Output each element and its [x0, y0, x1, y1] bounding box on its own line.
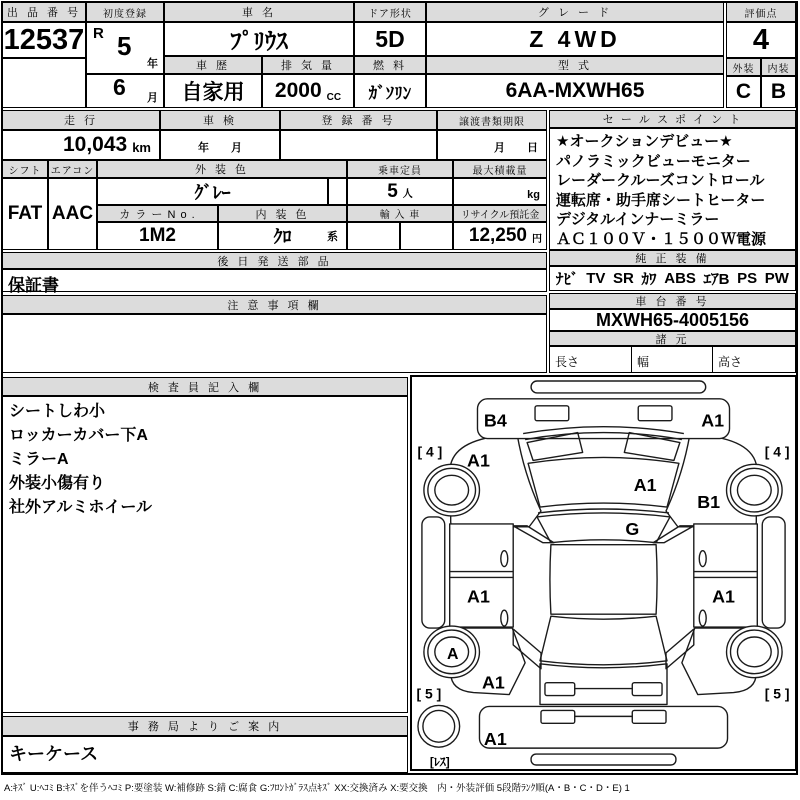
recycle-unit: 円 — [532, 234, 542, 245]
dimension-width-cell — [631, 346, 713, 373]
month-unit: 月 — [147, 92, 158, 104]
dimensions-header: 諸 元 — [549, 331, 796, 346]
later-parts-value-cell — [2, 269, 547, 295]
shift-header: シフト — [2, 160, 48, 178]
equipment-item: ｴｱB — [703, 271, 730, 288]
height-label: 高さ — [718, 355, 743, 369]
mark-fender-front-left: A1 — [467, 450, 490, 471]
later-parts-value: 保証書 — [8, 276, 59, 295]
legend: A:ｷｽﾞ U:ﾍｺﾐ B:ｷｽﾞを伴うﾍｺﾐ P:要塗装 W:補修跡 S:錆 C:腐食 G:ﾌﾛﾝﾄｶﾞﾗｽ点ｷｽﾞ XX:交換済み X:要交換 内・外装評価 5段階ﾗﾝｸ順(A・B・C・D・E) 1 — [4, 783, 630, 794]
import-sub-cell-1 — [347, 222, 400, 250]
transfer-deadline-header: 譲渡書類期限 — [437, 110, 547, 130]
grade-value: Z 4WD — [426, 22, 724, 56]
recycle-fee: 12,250 — [468, 225, 527, 246]
capacity-unit: 人 — [402, 189, 413, 200]
shift-value: FAT — [2, 178, 48, 250]
length-label: 長さ — [555, 355, 580, 369]
fuel-header: 燃 料 — [354, 56, 426, 74]
equipment-item: TV — [586, 270, 606, 287]
recycle-value — [453, 222, 547, 250]
sales-point-line: レーダークルーズコントロール — [556, 172, 765, 189]
rear-right-wheel — [727, 626, 783, 678]
capacity-header: 乗車定員 — [347, 160, 453, 178]
mark-tire-front-left: [ 4 ] — [417, 443, 443, 460]
exterior-color-sub-cell — [328, 178, 347, 205]
rear-lower-strip — [531, 754, 676, 765]
equipment-item: PS — [737, 270, 758, 287]
trunk — [540, 664, 667, 705]
history-header: 車 歴 — [164, 56, 262, 74]
mark-door-rear-left: A1 — [467, 586, 490, 607]
sales-point-line: デジタルインナーミラー — [556, 211, 720, 228]
displacement-value — [262, 74, 354, 108]
mileage-value — [2, 130, 160, 160]
rear-bumper — [479, 706, 727, 748]
inspection-header: 車 検 — [160, 110, 280, 130]
notes-header: 注 意 事 項 欄 — [2, 295, 547, 314]
equipment-header: 純 正 装 備 — [549, 250, 796, 266]
interior-color-value — [218, 222, 347, 250]
first-reg-month-cell — [86, 74, 164, 108]
equipment-item: PW — [764, 270, 789, 287]
sales-point-header: セ ー ル ス ポ イ ン ト — [549, 110, 796, 128]
door-value: 5D — [354, 22, 426, 56]
interior-grade-header: 内装 — [761, 58, 796, 76]
windshield — [537, 513, 670, 543]
equipment-item: SR — [613, 270, 634, 287]
front-left-wheel — [424, 464, 480, 516]
exterior-grade: C — [726, 76, 761, 108]
color-no-value: 1M2 — [97, 222, 218, 250]
sales-point-line: 運転席・助手席シートヒーター — [556, 191, 766, 209]
fuel-value: ｶﾞｿﾘﾝ — [354, 74, 426, 108]
score-value: 4 — [726, 22, 796, 58]
exterior-color-header: 外 装 色 — [97, 160, 347, 178]
sales-point-line: ＡＣ１００Ｖ・１５００Ｗ電源 — [556, 230, 767, 248]
car-name: ﾌﾟﾘｳｽ — [164, 22, 354, 56]
rear-window — [540, 616, 667, 665]
aircon-header: エアコン — [48, 160, 97, 178]
dimension-length-cell — [549, 346, 632, 373]
displacement-unit: CC — [326, 92, 342, 103]
equipment-item: ABS — [664, 270, 696, 287]
color-no-header: カ ラ ー N o . — [97, 205, 218, 222]
first-reg-header: 初度登録 — [86, 2, 164, 22]
office-header: 事 務 局 よ り ご 案 内 — [2, 716, 408, 736]
sales-point-box — [549, 128, 796, 250]
mark-front-bumper-left: B4 — [483, 410, 507, 431]
mark-windshield: G — [625, 518, 640, 539]
import-header: 輸 入 車 — [347, 205, 453, 222]
mileage-unit: km — [132, 140, 151, 155]
inspector-line: ミラーA — [9, 451, 69, 468]
inspector-line: ロッカーカバー下A — [9, 427, 148, 444]
first-reg-year-cell — [86, 22, 164, 74]
office-box — [2, 736, 408, 773]
mark-tire-front-right: [ 4 ] — [764, 443, 790, 460]
sales-point-line: ★オークションデビュー★ — [556, 133, 733, 150]
first-reg-year: 5 — [117, 31, 132, 61]
chassis-no-header: 車 台 番 号 — [549, 293, 796, 309]
roof-front-strip — [531, 381, 706, 393]
dimension-height-cell — [712, 346, 796, 373]
displacement-header: 排 気 量 — [262, 56, 354, 74]
exterior-color-value: ｸﾞﾚｰ — [97, 178, 328, 205]
left-sill — [422, 517, 445, 628]
car-diagram — [412, 377, 795, 769]
car-name-header: 車 名 — [164, 2, 354, 22]
mark-spare: [ﾚｽ] — [429, 754, 450, 769]
mark-tire-rear-right: [ 5 ] — [764, 685, 790, 702]
mark-front-bumper-right: A1 — [701, 410, 725, 431]
inspector-box — [2, 396, 408, 713]
inspector-line: 外装小傷有り — [9, 475, 106, 492]
later-parts-header: 後 日 発 送 部 品 — [2, 252, 547, 269]
model-code-header: 型 式 — [426, 56, 724, 74]
inspector-line: 社外アルミホイール — [9, 499, 153, 516]
first-reg-month: 6 — [113, 74, 126, 100]
grade-header: グ レ ー ド — [426, 2, 724, 22]
auction-no: 12537 — [2, 22, 86, 58]
width-label: 幅 — [637, 355, 650, 369]
left-doors — [450, 524, 514, 627]
spare-tire — [418, 705, 460, 747]
mark-rear-bumper: A1 — [483, 729, 507, 750]
era-code: R — [93, 25, 104, 42]
inspector-header: 検 査 員 記 入 欄 — [2, 377, 408, 396]
exterior-grade-header: 外装 — [726, 58, 761, 76]
mark-quarter-rear-left: A1 — [481, 672, 505, 693]
car-diagram-box — [410, 375, 797, 771]
office-value: キーケース — [9, 744, 99, 764]
equipment-box — [549, 266, 796, 291]
equipment-item: ｶﾜ — [641, 271, 657, 288]
mileage-header: 走 行 — [2, 110, 160, 130]
inspector-line: シートしわ小 — [9, 403, 106, 420]
mark-hood: A1 — [633, 475, 657, 496]
displacement-number: 2000 — [274, 79, 322, 102]
mark-wheel-rear-left: A — [446, 645, 459, 663]
mark-door-rear-right: A1 — [712, 586, 735, 607]
interior-grade: B — [761, 76, 796, 108]
capacity-number: 5 — [387, 180, 398, 202]
interior-color-suffix: 系 — [327, 231, 338, 243]
transfer-deadline-value: 月 日 — [437, 130, 547, 160]
reg-no-header: 登 録 番 号 — [280, 110, 437, 130]
chassis-no-value: MXWH65-4005156 — [549, 309, 796, 331]
interior-color-header: 内 装 色 — [218, 205, 347, 222]
aircon-value: AAC — [48, 178, 97, 250]
interior-color: ｸﾛ — [273, 227, 292, 247]
right-doors — [694, 524, 758, 627]
model-code-value: 6AA-MXWH65 — [426, 74, 724, 108]
import-sub-cell-2 — [400, 222, 453, 250]
score-header: 評価点 — [726, 2, 796, 22]
payload-value: kg — [453, 178, 547, 205]
roof — [550, 545, 657, 614]
reg-no-value — [280, 130, 437, 160]
auction-no-empty-cell — [2, 58, 86, 108]
notes-box — [2, 314, 547, 373]
inspection-value: 年 月 — [160, 130, 280, 160]
equipment-item: ﾅﾋﾞ — [556, 271, 579, 288]
auction-no-header: 出 品 番 号 — [2, 2, 86, 22]
mileage-number: 10,043 — [62, 133, 128, 156]
payload-header: 最大積載量 — [453, 160, 547, 178]
door-header: ドア形状 — [354, 2, 426, 22]
recycle-header: リサイクル預託金 — [453, 205, 547, 222]
history-value: 自家用 — [164, 74, 262, 108]
right-sill — [762, 517, 785, 628]
sales-point-line: パノラミックビューモニター — [556, 152, 751, 170]
front-right-wheel — [727, 464, 783, 516]
year-unit: 年 — [147, 58, 158, 70]
mark-tire-rear-left: [ 5 ] — [416, 685, 442, 702]
capacity-value — [347, 178, 453, 205]
mark-fender-front-right: B1 — [697, 492, 721, 513]
